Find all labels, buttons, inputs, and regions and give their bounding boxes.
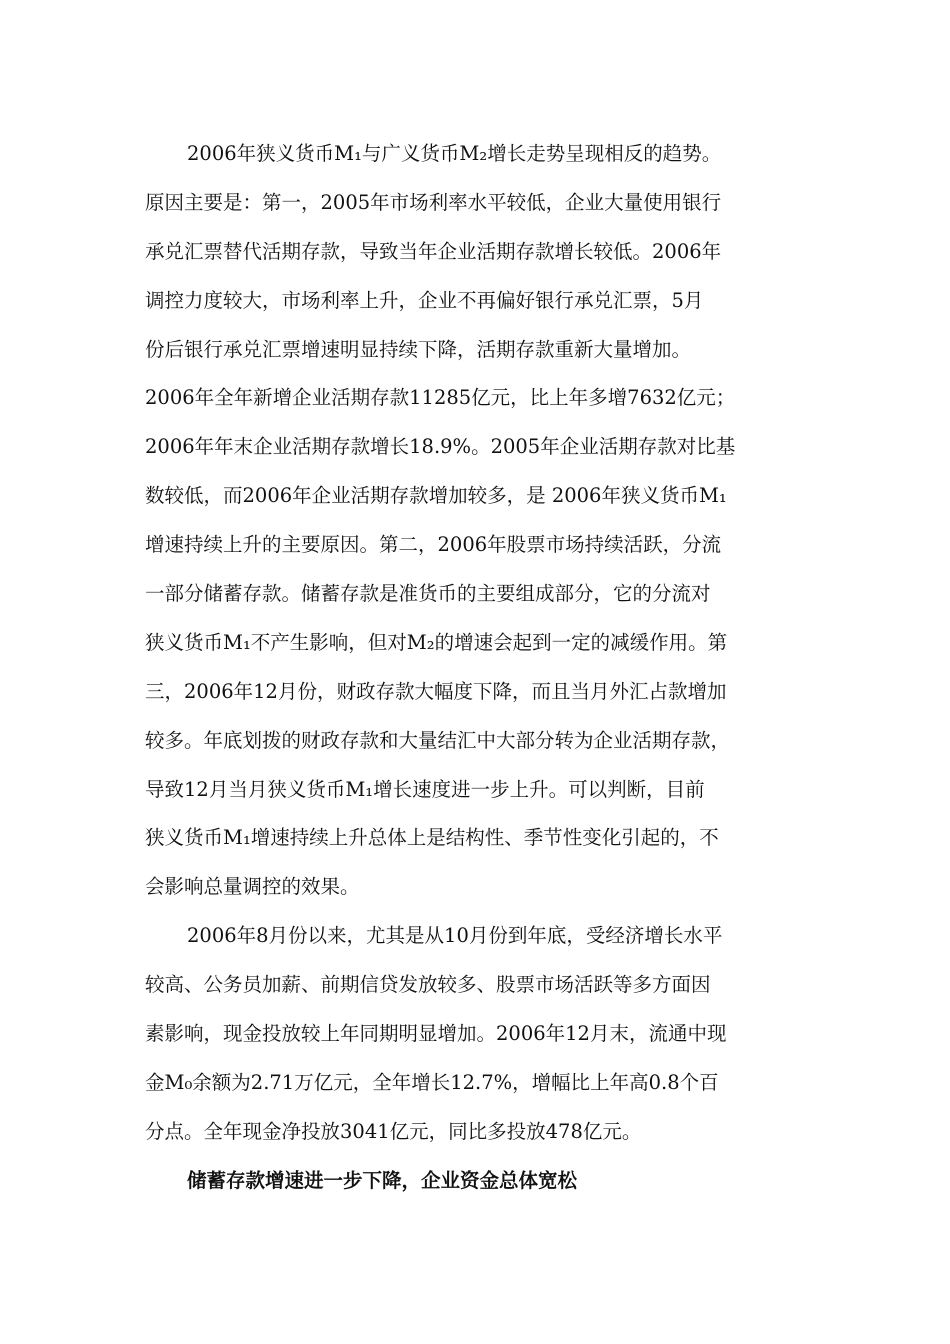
text-line: 数较低，而2006年企业活期存款增加较多，是 2006年狭义货币M₁ [145, 484, 727, 508]
text-line: 金M₀余额为2.71万亿元，全年增长12.7%，增幅比上年高0.8个百 [145, 1070, 719, 1094]
text-line: 三，2006年12月份，财政存款大幅度下降，而且当月外汇占款增加 [145, 679, 727, 703]
text-line: 2006年狭义货币M₁与广义货币M₂增长走势呈现相反的趋势。 [187, 142, 722, 165]
text-line: 原因主要是：第一，2005年市场利率水平较低，企业大量使用银行 [145, 190, 722, 214]
text-line: 2006年8月份以来，尤其是从10月份到年底，受经济增长水平 [187, 924, 723, 948]
text-line: 承兑汇票替代活期存款，导致当年企业活期存款增长较低。2006年 [145, 239, 722, 263]
text-line: 较高、公务员加薪、前期信贷发放较多、股票市场活跃等多方面因 [145, 973, 711, 997]
text-line: 一部分储蓄存款。储蓄存款是准货币的主要组成部分，它的分流对 [145, 582, 711, 606]
text-line: 素影响，现金投放较上年同期明显增加。2006年12月末，流通中现 [145, 1022, 727, 1046]
section-heading: 储蓄存款增速进一步下降，企业资金总体宽松 [187, 1168, 578, 1192]
document-body [145, 130, 807, 1206]
text-line: 狭义货币M₁不产生影响，但对M₂的增速会起到一定的减缓作用。第 [145, 630, 728, 654]
text-line: 调控力度较大，市场利率上升，企业不再偏好银行承兑汇票，5月 [145, 288, 704, 312]
text-line: 2006年全年新增企业活期存款11285亿元，比上年多增7632亿元； [145, 386, 736, 410]
text-line: 2006年年末企业活期存款增长18.9%。2005年企业活期存款对比基 [145, 435, 736, 459]
paragraph-cash-injection [145, 912, 807, 1156]
paragraph-money-supply [145, 130, 807, 912]
text-line: 份后银行承兑汇票增速明显持续下降，活期存款重新大量增加。 [145, 337, 692, 361]
text-line: 增速持续上升的主要原因。第二，2006年股票市场持续活跃，分流 [145, 533, 722, 557]
text-line: 导致12月当月狭义货币M₁增长速度进一步上升。可以判断，目前 [145, 777, 705, 801]
text-line: 分点。全年现金净投放3041亿元，同比多投放478亿元。 [145, 1119, 642, 1143]
text-line: 较多。年底划拨的财政存款和大量结汇中大部分转为企业活期存款， [145, 728, 731, 752]
text-line: 狭义货币M₁增速持续上升总体上是结构性、季节性变化引起的，不 [145, 826, 719, 850]
text-line: 会影响总量调控的效果。 [145, 875, 360, 899]
